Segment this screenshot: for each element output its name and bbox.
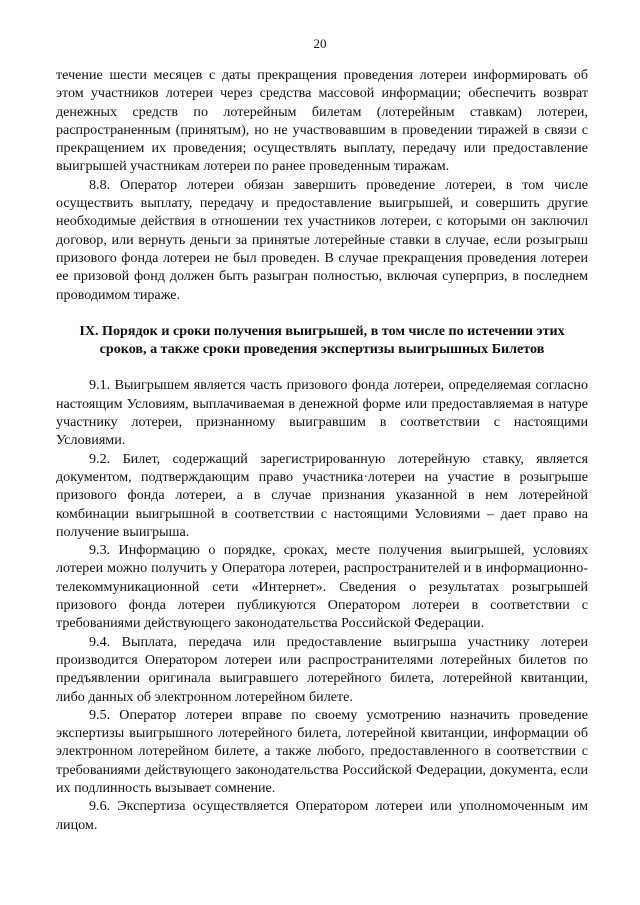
document-body xyxy=(56,66,588,834)
clause-9-3: 9.3. Информацию о порядке, сроках, месте получения выигрышей, условиях лотереи можно получить у Оператора лотереи, распространителей и в информационно-телекоммуникационной сети «Интернет». Сведения о результатах розыгрышей призового фонда лотереи публикуются Оператором лотереи в соответствии с требованиями действующего законодательства Российской Федерации. xyxy=(56,542,588,632)
clause-9-4: 9.4. Выплата, передача или предоставление выигрыша участнику лотереи производится Оператором лотереи или распространителями лотерейных билетов по предъявлении оригинала выигравшего лотерейного билета, лотерейной квитанции, либо данных об электронном лотерейном билете. xyxy=(56,633,588,705)
clause-8-8: 8.8. Оператор лотереи обязан завершить проведение лотереи, в том числе осуществить выплату, передачу и предоставление выигрышей, и совершить другие необходимые действия в отношении тех участников лотереи, с которыми он заключил договор, или вернуть деньги за принятые лотерейные ставки в случае, если розыгрыш призового фонда лотереи не был проведен. В случае прекращения проведения лотереи ее призовой фонд должен быть разыгран полностью, включая суперприз, в последнем проводимом тираже. xyxy=(56,176,588,303)
section-heading: IX. Порядок и сроки получения выигрышей, в том числе по истечении этих сроков, а также сроки проведения экспертизы выигрышных Билетов xyxy=(79,322,565,358)
page-number: 20 xyxy=(313,36,327,51)
clause-9-1: 9.1. Выигрышем является часть призового фонда лотереи, определяемая согласно настоящим Условиям, выплачиваемая в денежной форме или предоставляемая в натуре участнику лотереи, признанному выигравшим в соответствии с настоящими Условиями. xyxy=(56,377,588,449)
clause-9-5: 9.5. Оператор лотереи вправе по своему усмотрению назначить проведение экспертизы выигрышного лотерейного билета, лотерейной квитанции, информации об электронном лотерейном билете, а также любого, предоставленного в соответствии с требованиями действующего законодательства Российской Федерации, документа, если их подлинность вызывает сомнение. xyxy=(56,706,588,796)
clause-9-6: 9.6. Экспертиза осуществляется Оператором лотереи или уполномоченным им лицом. xyxy=(56,798,588,833)
continuation-paragraph: течение шести месяцев с даты прекращения проведения лотереи информировать об этом участников лотереи через средства массовой информации; обеспечить возврат денежных средств по лотерейным билетам (лотерейным ставкам) лотереи, распространенным (принятым), но не участвовавшим в проведении тиражей в связи с прекращением их проведения; осуществлять выплату, передачу или предоставление выигрышей участникам лотереи по ранее проведенным тиражам. xyxy=(56,67,588,175)
clause-9-2: 9.2. Билет, содержащий зарегистрированную лотерейную ставку, является документом, подтверждающим право участника·лотереи на участие в розыгрыше призового фонда лотереи, а в случае признания указанной в нем лотерейной комбинации выигрышной в соответствии с настоящими Условиями – дает право на получение выигрыша. xyxy=(56,450,588,540)
